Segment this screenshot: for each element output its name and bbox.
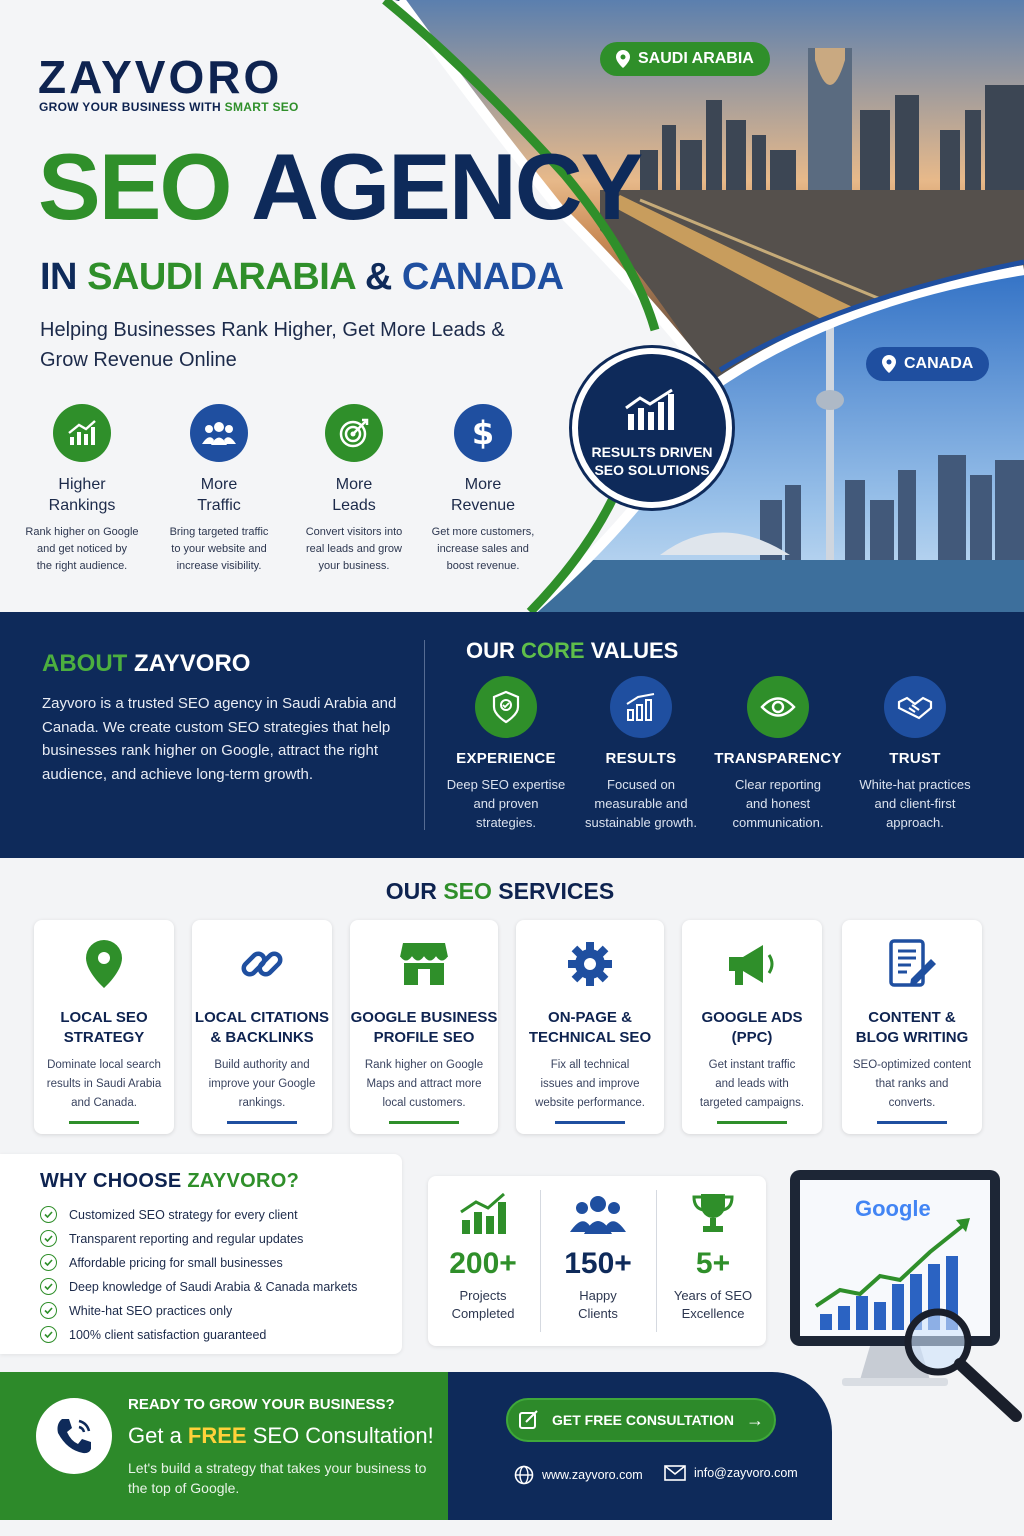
globe-icon bbox=[514, 1465, 534, 1485]
shield-award-icon bbox=[475, 676, 537, 738]
monitor-illustration bbox=[780, 1166, 1024, 1426]
benefit-higher-rankings bbox=[17, 404, 147, 575]
cta-heading-suffix: SEO Consultation! bbox=[246, 1423, 434, 1448]
benefit-title: More Leads bbox=[332, 476, 376, 514]
stat-projects bbox=[428, 1192, 538, 1323]
value-title: RESULTS bbox=[605, 750, 677, 767]
benefit-title: More Traffic bbox=[197, 476, 241, 514]
why-list-item bbox=[40, 1206, 298, 1223]
storefront-icon bbox=[350, 936, 498, 992]
document-edit-icon bbox=[842, 936, 982, 992]
values-heading-part2: CORE bbox=[521, 638, 585, 663]
map-pin-icon bbox=[34, 936, 174, 992]
why-item-text: Affordable pricing for small businesses bbox=[69, 1255, 283, 1270]
about-values-section bbox=[0, 612, 1024, 858]
services-heading-part3: SERVICES bbox=[498, 878, 615, 904]
service-desc: Get instant traffic and leads with targeted campaigns. bbox=[699, 1059, 805, 1109]
stat-label: Projects Completed bbox=[451, 1288, 515, 1321]
why-item-text: Transparent reporting and regular updates bbox=[69, 1231, 304, 1246]
map-pin-icon bbox=[616, 50, 630, 68]
service-title: GOOGLE ADS (PPC) bbox=[701, 1009, 803, 1046]
stat-number: 5+ bbox=[695, 1247, 731, 1280]
mail-icon bbox=[664, 1465, 686, 1481]
check-icon bbox=[40, 1230, 57, 1247]
service-card-local-seo[interactable] bbox=[34, 920, 174, 1134]
trophy-icon bbox=[691, 1192, 735, 1236]
benefit-more-traffic bbox=[154, 404, 284, 575]
tagline-highlight: SMART SEO bbox=[224, 100, 299, 114]
service-card-gbp[interactable] bbox=[350, 920, 498, 1134]
benefit-title: Higher Rankings bbox=[48, 476, 116, 514]
cta-heading bbox=[128, 1423, 434, 1449]
value-desc: Focused on measurable and sustainable growth. bbox=[584, 777, 697, 830]
service-accent-bar bbox=[69, 1121, 139, 1124]
value-title: EXPERIENCE bbox=[456, 750, 556, 767]
service-title: ON-PAGE & TECHNICAL SEO bbox=[528, 1009, 652, 1046]
why-heading bbox=[40, 1170, 299, 1193]
google-logo-text: Google bbox=[855, 1196, 931, 1221]
service-title: CONTENT & BLOG WRITING bbox=[855, 1009, 969, 1046]
hero-section bbox=[0, 0, 1024, 612]
service-accent-bar bbox=[389, 1121, 459, 1124]
service-accent-bar bbox=[227, 1121, 297, 1124]
why-item-text: Customized SEO strategy for every client bbox=[69, 1207, 298, 1222]
website-link[interactable] bbox=[514, 1465, 643, 1485]
subtitle-amp: & bbox=[364, 256, 392, 298]
why-list-item bbox=[40, 1302, 232, 1319]
service-desc: SEO-optimized content that ranks and converts. bbox=[852, 1059, 972, 1109]
results-badge bbox=[572, 348, 732, 508]
benefit-desc: Get more customers, increase sales and boost revenue. bbox=[431, 526, 535, 572]
tagline-prefix: GROW YOUR BUSINESS WITH bbox=[39, 100, 225, 114]
value-results bbox=[576, 676, 706, 832]
growth-chart-icon bbox=[458, 1192, 508, 1236]
why-item-text: White-hat SEO practices only bbox=[69, 1303, 233, 1318]
website-text: www.zayvoro.com bbox=[542, 1468, 643, 1482]
benefit-more-leads bbox=[289, 404, 419, 575]
stat-years bbox=[658, 1192, 768, 1323]
service-desc: Dominate local search results in Saudi Arabia and Canada. bbox=[46, 1059, 162, 1109]
value-title: TRUST bbox=[889, 750, 941, 767]
why-choose-section bbox=[0, 1154, 402, 1354]
location-pill-saudi bbox=[600, 42, 770, 76]
check-icon bbox=[40, 1254, 57, 1271]
badge-line1: RESULTS DRIVEN bbox=[591, 444, 713, 460]
map-pin-icon bbox=[882, 355, 896, 373]
stat-label: Happy Clients bbox=[578, 1288, 618, 1321]
about-text: Zayvoro is a trusted SEO agency in Saudi Arabia and Canada. We create custom SEO strategies that help businesses rank higher on Google, attract the right audience, and achieve long-term growth. bbox=[42, 695, 397, 783]
services-heading-part2: SEO bbox=[443, 878, 492, 904]
service-accent-bar bbox=[555, 1121, 625, 1124]
about-heading bbox=[42, 650, 250, 678]
section-divider bbox=[424, 640, 425, 830]
megaphone-icon bbox=[682, 936, 822, 992]
stat-divider bbox=[540, 1190, 541, 1332]
why-list-item bbox=[40, 1254, 283, 1271]
benefit-title: More Revenue bbox=[450, 476, 516, 514]
brand-logo: ZAYVORO bbox=[38, 51, 283, 103]
check-icon bbox=[40, 1302, 57, 1319]
benefit-more-revenue bbox=[418, 404, 548, 575]
eye-icon bbox=[747, 676, 809, 738]
services-heading-part1: OUR bbox=[385, 878, 437, 904]
bar-chart-icon bbox=[610, 676, 672, 738]
dollar-icon: $ bbox=[454, 404, 512, 462]
users-icon bbox=[190, 404, 248, 462]
why-list-item bbox=[40, 1230, 303, 1247]
value-desc: Deep SEO expertise and proven strategies. bbox=[446, 777, 566, 830]
services-heading bbox=[0, 878, 1000, 905]
location-pill-canada bbox=[866, 347, 989, 381]
service-accent-bar bbox=[877, 1121, 947, 1124]
title-part1: SEO bbox=[38, 134, 231, 239]
subtitle-country2: CANADA bbox=[401, 256, 564, 298]
check-icon bbox=[40, 1278, 57, 1295]
users-icon bbox=[570, 1192, 626, 1236]
service-desc: Rank higher on Google Maps and attract more local customers. bbox=[364, 1059, 484, 1109]
why-heading-part1: WHY CHOOSE bbox=[40, 1170, 182, 1192]
benefit-desc: Rank higher on Google and get noticed by the right audience. bbox=[25, 526, 139, 572]
badge-line2: SEO SOLUTIONS bbox=[594, 462, 710, 478]
cta-heading-highlight: FREE bbox=[187, 1423, 247, 1448]
page-title bbox=[38, 134, 642, 239]
about-heading-part2: ZAYVORO bbox=[134, 650, 251, 677]
pill-label: CANADA bbox=[904, 355, 974, 372]
service-title: GOOGLE BUSINESS PROFILE SEO bbox=[350, 1009, 498, 1046]
cta-kicker: READY TO GROW YOUR BUSINESS? bbox=[128, 1396, 395, 1413]
why-heading-part2: ZAYVORO? bbox=[187, 1170, 300, 1192]
button-label: GET FREE CONSULTATION bbox=[552, 1412, 734, 1428]
values-heading-part3: VALUES bbox=[590, 638, 679, 663]
phone-icon[interactable] bbox=[36, 1398, 112, 1474]
target-icon bbox=[325, 404, 383, 462]
hero-description: Helping Businesses Rank Higher, Get More Leads & Grow Revenue Online bbox=[40, 319, 505, 371]
why-item-text: 100% client satisfaction guaranteed bbox=[69, 1327, 267, 1342]
pill-label: SAUDI ARABIA bbox=[638, 50, 754, 67]
stat-number: 150+ bbox=[564, 1247, 632, 1280]
stat-number: 200+ bbox=[449, 1247, 517, 1280]
stat-divider bbox=[656, 1190, 657, 1332]
growth-chart-icon bbox=[53, 404, 111, 462]
subtitle-in: IN bbox=[40, 256, 77, 298]
service-desc: Build authority and improve your Google rankings. bbox=[208, 1059, 316, 1109]
value-trust bbox=[850, 676, 980, 832]
stat-clients bbox=[543, 1192, 653, 1323]
values-heading-part1: OUR bbox=[466, 638, 515, 663]
benefit-desc: Convert visitors into real leads and grow your business. bbox=[305, 526, 403, 572]
link-icon bbox=[192, 936, 332, 992]
cta-heading-prefix: Get a bbox=[128, 1423, 188, 1448]
benefit-desc: Bring targeted traffic to your website and increase visibility. bbox=[169, 526, 269, 572]
service-accent-bar bbox=[717, 1121, 787, 1124]
check-icon bbox=[40, 1206, 57, 1223]
title-part2: AGENCY bbox=[251, 134, 642, 239]
service-desc: Fix all technical issues and improve website performance. bbox=[535, 1059, 645, 1109]
service-title: LOCAL SEO STRATEGY bbox=[60, 1009, 148, 1046]
service-card-content[interactable] bbox=[842, 920, 982, 1134]
about-heading-part1: ABOUT bbox=[42, 650, 128, 677]
cta-text: Let's build a strategy that takes your business to the top of Google. bbox=[128, 1460, 427, 1496]
edit-icon bbox=[518, 1409, 540, 1431]
stat-label: Years of SEO Excellence bbox=[673, 1288, 753, 1321]
handshake-icon bbox=[884, 676, 946, 738]
value-title: TRANSPARENCY bbox=[714, 750, 842, 767]
brand-tagline bbox=[39, 100, 299, 114]
why-list-item bbox=[40, 1326, 266, 1343]
service-title: LOCAL CITATIONS & BACKLINKS bbox=[194, 1009, 330, 1046]
value-desc: Clear reporting and honest communication. bbox=[732, 777, 824, 830]
arrow-right-icon: → bbox=[746, 1409, 764, 1430]
value-experience bbox=[441, 676, 571, 832]
service-card-ads[interactable] bbox=[682, 920, 822, 1134]
check-icon bbox=[40, 1326, 57, 1343]
subtitle-country1: SAUDI ARABIA bbox=[87, 256, 355, 298]
page-subtitle bbox=[40, 256, 564, 299]
why-item-text: Deep knowledge of Saudi Arabia & Canada markets bbox=[69, 1279, 358, 1294]
value-transparency bbox=[713, 676, 843, 832]
why-list-item bbox=[40, 1278, 357, 1295]
email-text: info@zayvoro.com bbox=[694, 1466, 798, 1480]
email-link[interactable] bbox=[664, 1465, 798, 1481]
service-card-technical[interactable] bbox=[516, 920, 664, 1134]
cta-navy-panel bbox=[448, 1372, 832, 1520]
stats-panel bbox=[428, 1176, 766, 1346]
values-heading bbox=[466, 638, 678, 664]
value-desc: White-hat practices and client-first approach. bbox=[859, 777, 971, 830]
get-free-consultation-button[interactable] bbox=[506, 1398, 776, 1442]
service-card-citations[interactable] bbox=[192, 920, 332, 1134]
gear-icon bbox=[516, 936, 664, 992]
bar-chart-icon bbox=[622, 388, 682, 432]
